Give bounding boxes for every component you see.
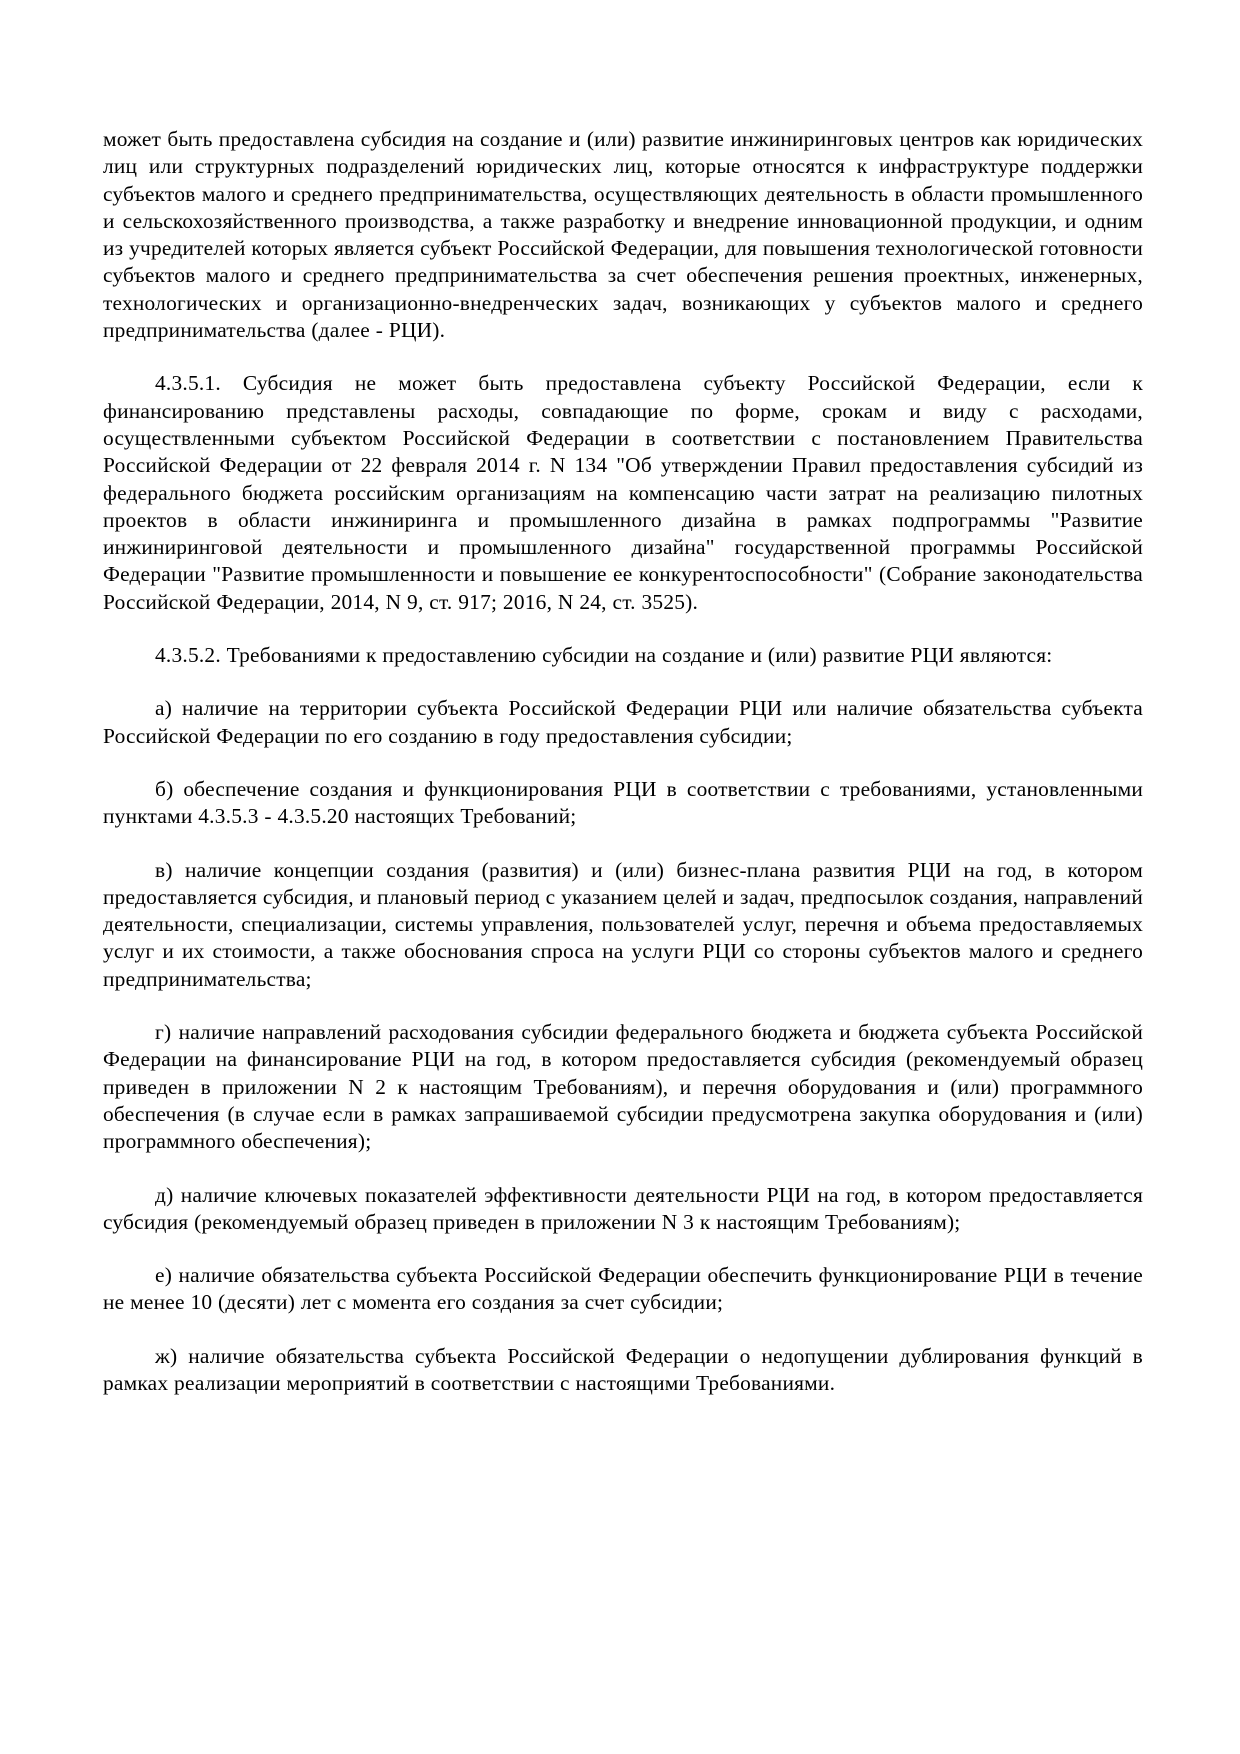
paragraph-item-zh: ж) наличие обязательства субъекта Российской Федерации о недопущении дублирования функций в рамках реализации мероприятий в соответствии с настоящими Требованиями.: [103, 1343, 1143, 1395]
paragraph-item-a: а) наличие на территории субъекта Российской Федерации РЦИ или наличие обязательства субъекта Российской Федерации по его созданию в году предоставления субсидии;: [103, 696, 1143, 748]
paragraph-continuation: может быть предоставлена субсидия на создание и (или) развитие инжиниринговых центров как юридических лиц или структурных подразделений юридических лиц, которые относятся к инфраструктуре поддержки субъектов малого и среднего предпринимательства, осуществляющих деятельность в области промышленного и сельскохозяйственного производства, а также разработку и внедрение инновационной продукции, и одним из учредителей которых является субъект Российской Федерации, для повышения технологической готовности субъектов малого и среднего предпринимательства за счет обеспечения решения проектных, инженерных, технологических и организационно-внедренческих задач, возникающих у субъектов малого и среднего предпринимательства (далее - РЦИ).: [103, 127, 1143, 343]
document-text-column: [103, 126, 1143, 1397]
paragraph-item-v: в) наличие концепции создания (развития) и (или) бизнес-плана развития РЦИ на год, в котором предоставляется субсидия, и плановый период с указанием целей и задач, предпосылок создания, направлений деятельности, специализации, системы управления, пользователей услуг, перечня и объема предоставляемых услуг и их стоимости, а также обоснования спроса на услуги РЦИ со стороны субъектов малого и среднего предпринимательства;: [103, 857, 1143, 991]
paragraph-4-3-5-1: 4.3.5.1. Субсидия не может быть предоставлена субъекту Российской Федерации, если к финансированию представлены расходы, совпадающие по форме, срокам и виду с расходами, осуществленными субъектом Российской Федерации в соответствии с постановлением Правительства Российской Федерации от 22 февраля 2014 г. N 134 "Об утверждении Правил предоставления субсидий из федерального бюджета российским организациям на компенсацию части затрат на реализацию пилотных проектов в области инжиниринга и промышленного дизайна в рамках подпрограммы "Развитие инжиниринговой деятельности и промышленного дизайна" государственной программы Российской Федерации "Развитие промышленности и повышение ее конкурентоспособности" (Собрание законодательства Российской Федерации, 2014, N 9, ст. 917; 2016, N 24, ст. 3525).: [103, 371, 1143, 614]
paragraph-item-g: г) наличие направлений расходования субсидии федерального бюджета и бюджета субъекта Российской Федерации на финансирование РЦИ на год, в котором предоставляется субсидия (рекомендуемый образец приведен в приложении N 2 к настоящим Требованиям), и перечня оборудования и (или) программного обеспечения (в случае если в рамках запрашиваемой субсидии предусмотрена закупка оборудования и (или) программного обеспечения);: [103, 1020, 1143, 1154]
paragraph-item-b: б) обеспечение создания и функционирования РЦИ в соответствии с требованиями, установленными пунктами 4.3.5.3 - 4.3.5.20 настоящих Требований;: [103, 776, 1143, 829]
paragraph-item-e: е) наличие обязательства субъекта Российской Федерации обеспечить функционирование РЦИ в течение не менее 10 (десяти) лет с момента его создания за счет субсидии;: [103, 1263, 1143, 1315]
paragraph-4-3-5-2: 4.3.5.2. Требованиями к предоставлению субсидии на создание и (или) развитие РЦИ являются:: [155, 643, 1053, 668]
paragraph-item-d: д) наличие ключевых показателей эффективности деятельности РЦИ на год, в котором предоставляется субсидия (рекомендуемый образец приведен в приложении N 3 к настоящим Требованиям);: [103, 1182, 1143, 1234]
